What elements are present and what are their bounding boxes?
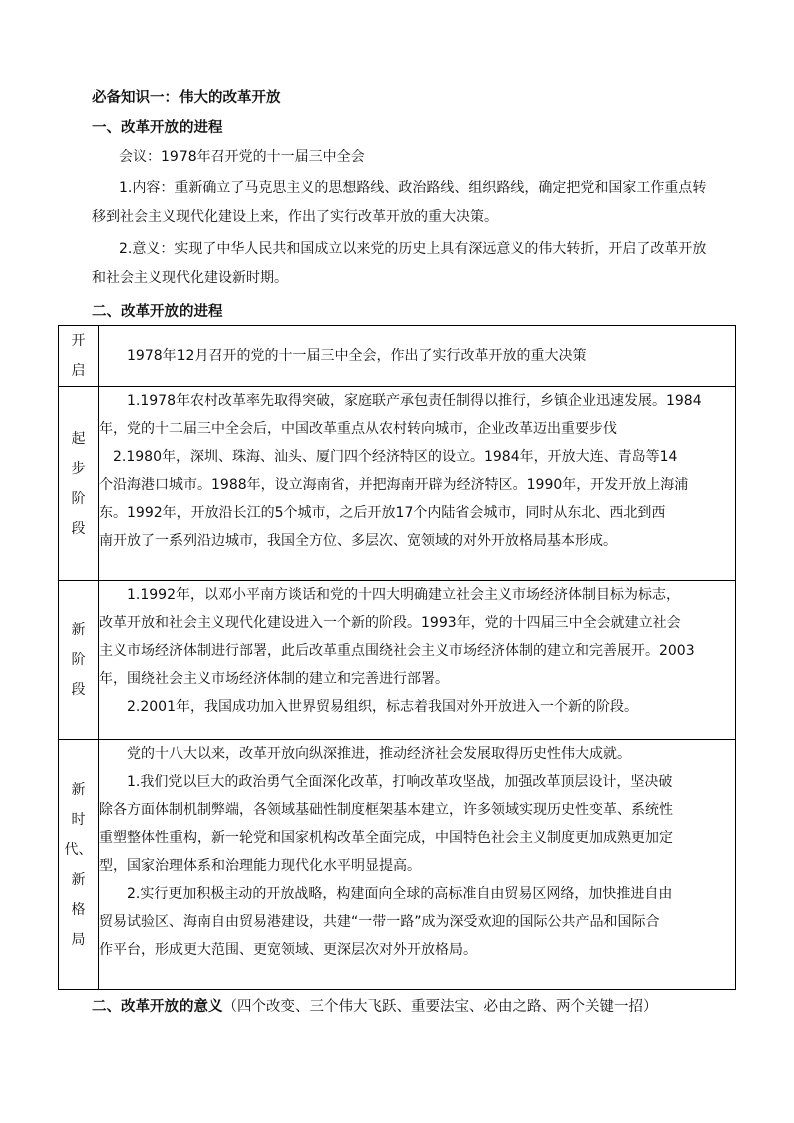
row-label-xinshidai (59, 740, 99, 990)
row-label-xinjieduan (59, 581, 99, 740)
row-line: 改革开放和社会主义现代化建设进入一个新的阶段。1993年，党的十四届三中全会就建立社会 (99, 615, 681, 631)
section1-content-line1: 1.内容：重新确立了马克思主义的思想路线、政治路线、组织路线，确定把党和国家工作重点转 (119, 180, 707, 196)
row-line: 除各方面体制机制弊端，各领域基础性制度框架基本建立，许多领域实现历史性变革、系统性 (99, 802, 673, 818)
row-label-char: 新 (71, 622, 86, 638)
row-label-kaiqi (59, 326, 99, 387)
section1-meaning-line2: 和社会主义现代化建设新时期。 (92, 270, 288, 286)
row-label-char: 时 (71, 811, 86, 828)
row-label-char: 代、 (64, 841, 93, 858)
row-content-xinjieduan (99, 581, 736, 740)
row-line: 党的十八大以来，改革开放向纵深推进，推动经济社会发展取得历史性伟大成就。 (127, 746, 631, 762)
table-row (59, 326, 736, 387)
row-line: 个沿海港口城市。1988年，设立海南省，并把海南开辟为经济特区。1990年，开发开放上海浦 (99, 477, 689, 493)
row-content-xinshidai (99, 740, 736, 990)
section1-meaning-line1: 2.意义：实现了中华人民共和国成立以来党的历史上具有深远意义的伟大转折，开启了改革开放 (119, 241, 707, 257)
row-line: 南开放了一系列沿边城市，我国全方位、多层次、宽领域的对外开放格局基本形成。 (99, 533, 617, 549)
row-label-char: 新 (71, 781, 86, 798)
section1-title: 一、改革开放的进程 (92, 120, 223, 136)
row-line: 2.实行更加积极主动的开放战略，构建面向全球的高标准自由贸易区网络，加快推进自由 (127, 886, 673, 902)
row-label-char: 起 (71, 430, 86, 447)
section3-heading (92, 995, 658, 1016)
section1-content-line2: 移到社会主义现代化建设上来，作出了实行改革开放的重大决策。 (92, 209, 498, 225)
row-label-char: 局 (71, 931, 86, 948)
section1-meeting: 会议：1978年召开党的十一届三中全会 (119, 149, 365, 165)
row-label-char: 阶 (71, 490, 86, 507)
row-line: 重塑整体性重构，新一轮党和国家机构改革全面完成，中国特色社会主义制度更加成熟更加定 (99, 830, 673, 846)
row-line: 1.1992年，以邓小平南方谈话和党的十四大明确建立社会主义市场经济体制目标为标志， (127, 587, 680, 603)
section3-note: （四个改变、三个伟大飞跃、重要法宝、必由之路、两个关键一招） (222, 999, 658, 1015)
row-label-char: 格 (71, 901, 86, 918)
table-row (59, 740, 736, 990)
row-line: 主义市场经济体制进行部署，此后改革重点围绕社会主义市场经济体制的建立和完善展开。2003 (99, 643, 695, 659)
row-line: 1.我们党以巨大的政治勇气全面深化改革，打响改革攻坚战，加强改革顶层设计，坚决破 (127, 774, 673, 790)
row-line: 2.2001年，我国成功加入世界贸易组织，标志着我国对外开放进入一个新的阶段。 (127, 699, 638, 715)
row-label-char: 开 (71, 333, 86, 349)
row-label-qibu (59, 387, 99, 581)
knowledge-heading: 必备知识一：伟大的改革开放 (92, 90, 281, 106)
row-line: 2.1980年，深圳、珠海、汕头、厦门四个经济特区的设立。1984年，开放大连、青岛等14 (113, 449, 678, 465)
table-row (59, 387, 736, 581)
row-label-char: 新 (71, 871, 86, 888)
row-line: 年，党的十二届三中全会后，中国改革重点从农村转向城市，企业改革迈出重要步伐 (99, 421, 617, 437)
table-row (59, 581, 736, 740)
row-line: 贸易试验区、海南自由贸易港建设，共建“一带一路”成为深受欢迎的国际公共产品和国际合 (99, 914, 660, 930)
row-content-kaiqi (99, 326, 736, 387)
row-line: 年，围绕社会主义市场经济体制的建立和完善进行部署。 (99, 671, 449, 687)
section3-title: 二、改革开放的意义 (92, 999, 223, 1015)
row-line: 1.1978年农村改革率先取得突破，家庭联产承包责任制得以推行，乡镇企业迅速发展。1984 (127, 393, 702, 409)
row-line: 1978年12月召开的党的十一届三中全会，作出了实行改革开放的重大决策 (127, 348, 587, 364)
row-line: 东。1992年，开放沿长江的5个城市，之后开放17个内陆省会城市，同时从东北、西北到西 (99, 505, 666, 521)
row-label-char: 阶 (71, 652, 86, 668)
row-label-char: 段 (71, 682, 86, 698)
reform-process-table (58, 325, 736, 990)
row-label-char: 段 (71, 520, 86, 537)
row-label-char: 步 (71, 460, 86, 477)
section2-title: 二、改革开放的进程 (92, 304, 223, 320)
row-line: 型，国家治理体系和治理能力现代化水平明显提高。 (99, 858, 421, 874)
row-line: 作平台，形成更大范围、更宽领域、更深层次对外开放格局。 (99, 942, 477, 958)
row-label-char: 启 (71, 363, 86, 379)
row-content-qibu (99, 387, 736, 581)
